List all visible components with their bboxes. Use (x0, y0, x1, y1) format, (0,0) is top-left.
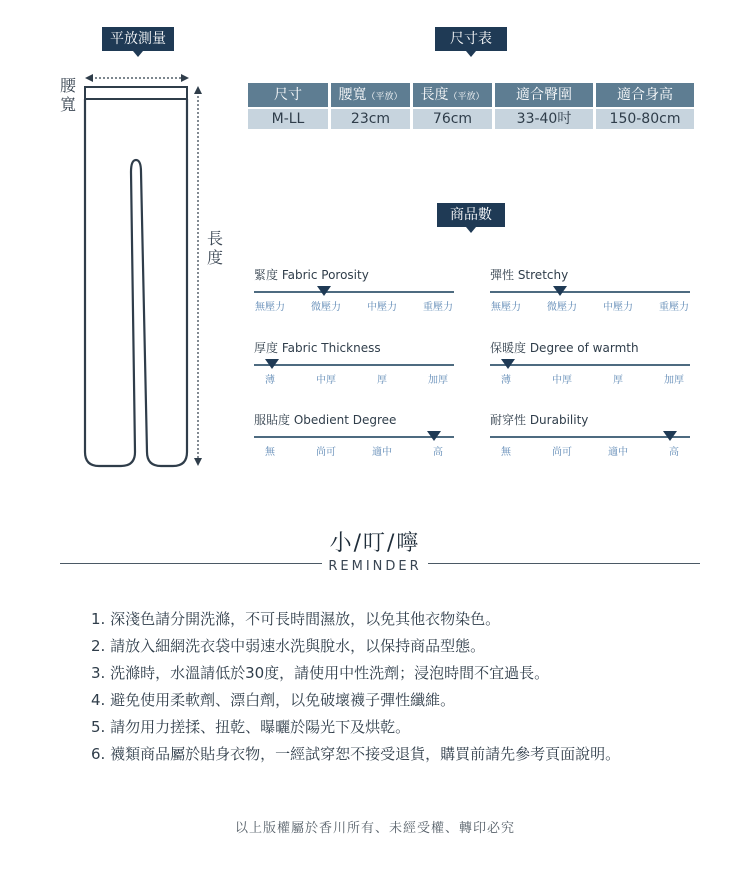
header-main: 長度 (420, 87, 449, 103)
header-main: 腰寬 (338, 87, 367, 103)
scale-line (490, 291, 690, 293)
size-table-cell: 33-40吋 (495, 109, 593, 129)
scale-title: 厚度 Fabric Thickness (254, 341, 381, 355)
reminder-item: 2. 請放入細網洗衣袋中弱速水洗與脫水，以保持商品型態。 (91, 637, 486, 655)
scale-title: 服貼度 Obedient Degree (254, 413, 397, 427)
size-table-cell: M-LL (248, 109, 328, 129)
size-table-cell: 76cm (413, 109, 492, 129)
reminder-item: 5. 請勿用力搓揉、扭乾、曝曬於陽光下及烘乾。 (91, 718, 411, 736)
scale-tick-label: 尚可 (552, 447, 572, 458)
copyright-footer: 以上版權屬於香川所有、未經受權、轉印必究 (234, 821, 515, 836)
reminder-subtitle-wrap (0, 555, 750, 574)
scale-tick-label: 微壓力 (547, 302, 577, 313)
waist-label: 腰寬 (59, 76, 76, 114)
scale-tick-label: 重壓力 (659, 302, 689, 313)
scale-tick-label: 中壓力 (367, 302, 397, 313)
scale-block (254, 413, 454, 463)
reminder-title: 小/叮/嚀 (329, 531, 421, 556)
header-main: 尺寸 (274, 87, 302, 103)
scale-marker-icon (265, 359, 279, 369)
reminder-item: 4. 避免使用柔軟劑、漂白劑，以免破壞襪子彈性纖維。 (91, 691, 456, 709)
header-main: 適合身高 (617, 87, 673, 103)
scale-block (490, 341, 690, 391)
scale-block (490, 413, 690, 463)
size-chart-tag-label: 尺寸表 (450, 31, 492, 47)
size-table-cell: 23cm (331, 109, 410, 129)
scale-block (254, 341, 454, 391)
reminder-subtitle: REMINDER (322, 559, 427, 574)
size-table-cell: 150-80cm (596, 109, 694, 129)
scale-line (254, 364, 454, 366)
scale-tick-label: 中厚 (552, 375, 572, 386)
scale-tick-label: 厚 (613, 375, 623, 386)
header-note: （平放） (366, 92, 403, 102)
scale-line (490, 364, 690, 366)
scale-marker-icon (553, 286, 567, 296)
scale-tick-label: 高 (669, 447, 679, 458)
scale-title: 耐穿性 Durability (490, 413, 589, 427)
product-values-tag-label: 商品數值 (450, 207, 492, 247)
scale-line (254, 291, 454, 293)
scale-tick-label: 微壓力 (311, 302, 341, 313)
flat-measure-tag-label: 平放測量 (110, 31, 166, 47)
scale-tick-label: 無壓力 (255, 302, 285, 313)
scale-tick-label: 適中 (608, 447, 628, 458)
scale-tick-label: 中壓力 (603, 302, 633, 313)
scale-tick-label: 無 (501, 447, 511, 458)
scale-tick-label: 尚可 (316, 447, 336, 458)
scale-tick-label: 高 (433, 447, 443, 458)
scale-block (254, 268, 454, 318)
scale-marker-icon (501, 359, 515, 369)
reminder-list (91, 606, 620, 768)
scale-line (490, 436, 690, 438)
reminder-item: 1. 深淺色請分開洗滌，不可長時間濕放，以免其他衣物染色。 (91, 610, 501, 628)
scale-tick-label: 無壓力 (491, 302, 521, 313)
scale-tick-label: 中厚 (316, 375, 336, 386)
scale-tick-label: 厚 (377, 375, 387, 386)
scale-marker-icon (317, 286, 331, 296)
scale-block (490, 268, 690, 318)
scale-marker-icon (427, 431, 441, 441)
reminder-item: 3. 洗滌時，水溫請低於30度，請使用中性洗劑；浸泡時間不宜過長。 (91, 664, 550, 682)
scale-tick-label: 無 (265, 447, 275, 458)
length-label: 長度 (206, 229, 223, 267)
scale-tick-label: 加厚 (664, 375, 684, 386)
scale-title: 彈性 Stretchy (490, 268, 569, 282)
scale-tick-label: 適中 (372, 447, 392, 458)
scale-title: 緊度 Fabric Porosity (254, 268, 369, 282)
scale-tick-label: 薄 (265, 375, 275, 386)
scale-title: 保暖度 Degree of warmth (490, 341, 639, 355)
scale-tick-label: 薄 (501, 375, 511, 386)
scale-line (254, 436, 454, 438)
header-note: （平放） (448, 92, 485, 102)
header-main: 適合臀圍 (516, 87, 572, 103)
reminder-item: 6. 襪類商品屬於貼身衣物，一經試穿恕不接受退貨，購買前請先參考頁面說明。 (91, 745, 621, 763)
scale-marker-icon (663, 431, 677, 441)
scale-tick-label: 加厚 (428, 375, 448, 386)
scale-tick-label: 重壓力 (423, 302, 453, 313)
